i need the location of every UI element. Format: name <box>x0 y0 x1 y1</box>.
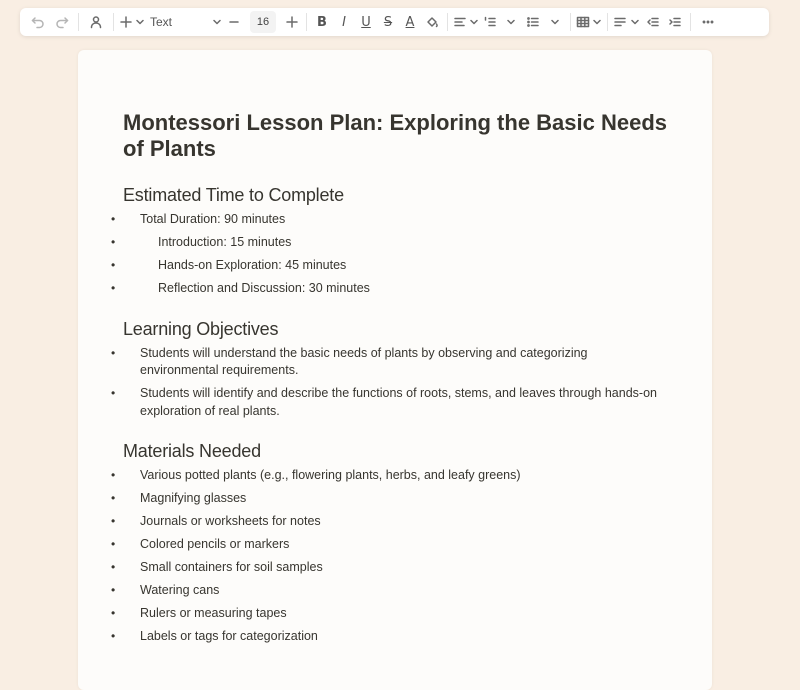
toolbar-divider <box>306 13 307 31</box>
indent-icon[interactable] <box>664 10 686 34</box>
chevron-down-icon[interactable] <box>628 10 642 34</box>
editor-toolbar <box>20 8 769 36</box>
list-item: • Small containers for soil samples <box>123 559 668 577</box>
chevron-down-icon[interactable] <box>500 10 522 34</box>
font-size-input[interactable]: 16 <box>250 11 276 33</box>
chevron-down-icon[interactable] <box>591 10 603 34</box>
highlight-icon[interactable] <box>421 10 443 34</box>
bold-icon[interactable]: B <box>317 14 327 30</box>
toolbar-divider <box>78 13 79 31</box>
align-icon[interactable] <box>452 10 468 34</box>
increase-font-size-icon[interactable] <box>282 10 302 34</box>
toolbar-divider <box>447 13 448 31</box>
toolbar-divider <box>570 13 571 31</box>
list-item: • Watering cans <box>123 582 668 600</box>
section-heading-materials-needed: Materials Needed <box>123 441 261 461</box>
list-item: • Students will understand the basic needs of plants by observing and categorizing environmental requirements. <box>123 345 668 380</box>
chevron-down-icon[interactable] <box>210 10 224 34</box>
chevron-down-icon[interactable] <box>544 10 566 34</box>
outdent-icon[interactable] <box>642 10 664 34</box>
user-icon[interactable] <box>83 10 109 34</box>
italic-icon[interactable]: I <box>342 14 346 30</box>
toolbar-divider <box>607 13 608 31</box>
list-item: • Introduction: 15 minutes <box>123 234 668 252</box>
more-icon[interactable] <box>695 10 721 34</box>
toolbar-divider <box>690 13 691 31</box>
list-item: • Total Duration: 90 minutes <box>123 211 668 229</box>
decrease-font-size-icon[interactable] <box>224 10 244 34</box>
chevron-down-icon[interactable] <box>468 10 480 34</box>
section-heading-learning-objectives: Learning Objectives <box>123 318 279 339</box>
document-title: Montessori Lesson Plan: Exploring the Basic Needs of Plants <box>123 110 668 161</box>
undo-icon[interactable] <box>26 10 50 34</box>
document-page[interactable] <box>78 50 712 690</box>
list-item: • Reflection and Discussion: 30 minutes <box>123 280 668 298</box>
chevron-down-icon[interactable] <box>134 10 146 34</box>
numbered-list-icon[interactable] <box>480 10 500 34</box>
section-heading-estimated-time: Estimated Time to Complete <box>123 185 344 205</box>
learning-objectives-list <box>123 345 668 421</box>
document-content[interactable] <box>123 110 668 646</box>
toolbar-divider <box>113 13 114 31</box>
text-format-select[interactable]: Text <box>150 15 173 29</box>
list-item: • Journals or worksheets for notes <box>123 513 668 531</box>
list-item: • Students will identify and describe the functions of roots, stems, and leaves through hands-on exploration of real plants. <box>123 385 668 420</box>
estimated-time-list <box>123 211 668 298</box>
paragraph-icon[interactable] <box>612 10 628 34</box>
list-item: • Various potted plants (e.g., flowering plants, herbs, and leafy greens) <box>123 467 668 485</box>
underline-icon[interactable]: U <box>361 14 371 30</box>
list-item: • Magnifying glasses <box>123 490 668 508</box>
list-item: • Hands-on Exploration: 45 minutes <box>123 257 668 275</box>
redo-icon[interactable] <box>50 10 74 34</box>
list-item: • Rulers or measuring tapes <box>123 605 668 623</box>
list-item: • Colored pencils or markers <box>123 536 668 554</box>
plus-icon[interactable] <box>118 10 134 34</box>
strikethrough-icon[interactable]: S <box>383 14 393 30</box>
list-item: • Labels or tags for categorization <box>123 628 668 646</box>
table-icon[interactable] <box>575 10 591 34</box>
bullet-list-icon[interactable] <box>522 10 544 34</box>
text-color-icon[interactable]: A <box>405 14 415 30</box>
materials-list <box>123 467 668 646</box>
